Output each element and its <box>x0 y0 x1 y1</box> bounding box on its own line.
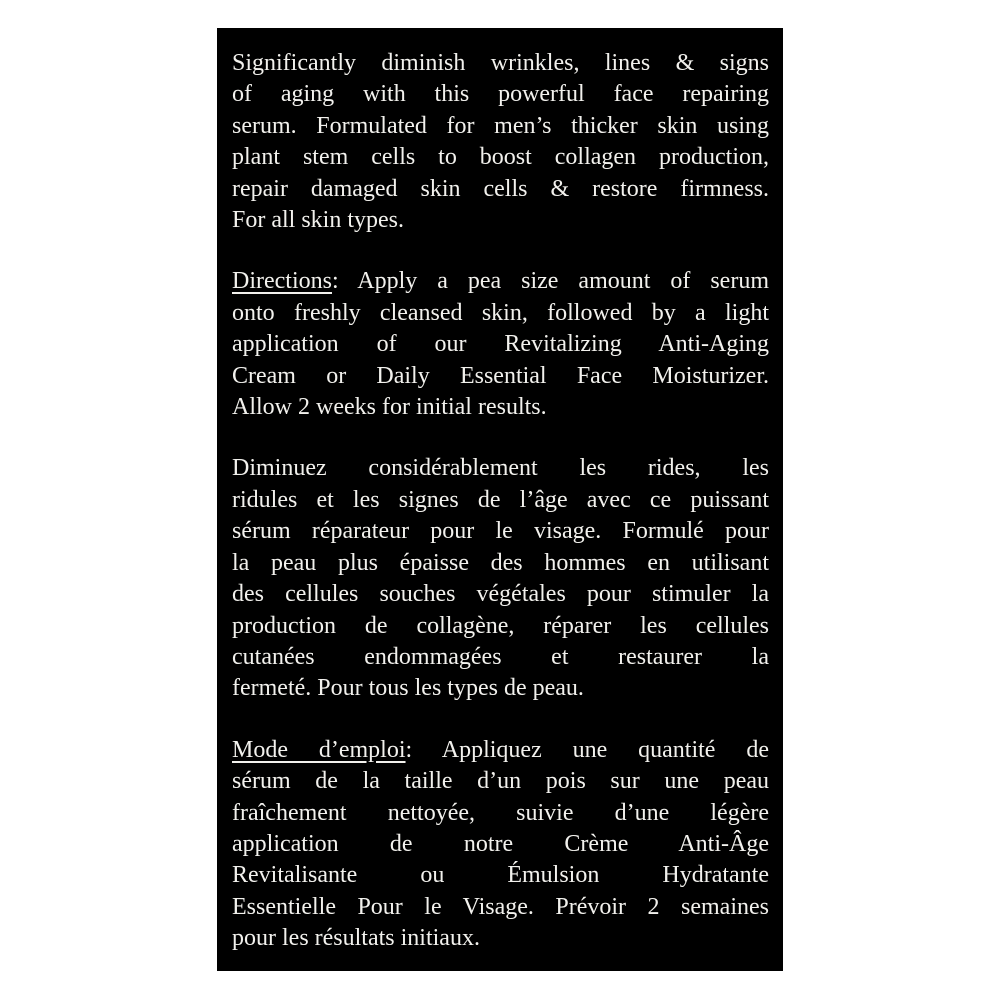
line-text: Apply a pea size amount of serum <box>357 268 769 295</box>
product-label <box>217 28 783 971</box>
label-line: application of our Revitalizing Anti-Aging <box>232 331 769 358</box>
heading-colon: : <box>405 736 413 763</box>
line-text: Appliquez une quantité de <box>441 736 769 763</box>
label-line: Essentielle Pour le Visage. Prévoir 2 semaines <box>232 893 769 920</box>
label-line: sérum réparateur pour le visage. Formulé pour <box>232 518 769 545</box>
label-line: fraîchement nettoyée, suivie d’une légère <box>232 799 769 826</box>
label-line: of aging with this powerful face repairing <box>232 81 769 108</box>
label-line: onto freshly cleansed skin, followed by a light <box>232 299 769 326</box>
paragraph-directions-en <box>232 266 769 423</box>
label-line: application de notre Crème Anti-Âge <box>232 830 769 857</box>
paragraph-description-en <box>232 48 769 236</box>
label-line: cutanées endommagées et restaurer la <box>232 643 769 670</box>
label-line <box>232 266 769 297</box>
label-line: Significantly diminish wrinkles, lines & signs <box>232 50 769 76</box>
heading-colon: : <box>331 268 339 295</box>
label-line: Revitalisante ou Émulsion Hydratante <box>232 862 769 889</box>
label-line: Cream or Daily Essential Face Moisturizer. <box>232 362 769 389</box>
label-line: Diminuez considérablement les rides, les <box>232 455 769 482</box>
label-line: serum. Formulated for men’s thicker skin using <box>232 112 769 139</box>
label-line: la peau plus épaisse des hommes en utilisant <box>232 549 769 576</box>
label-line: Allow 2 weeks for initial results. <box>232 394 547 421</box>
label-line: fermeté. Pour tous les types de peau. <box>232 675 584 702</box>
label-line: repair damaged skin cells & restore firmness. <box>232 175 769 202</box>
label-line <box>232 735 769 766</box>
label-line: For all skin types. <box>232 207 404 234</box>
paragraph-description-fr <box>232 453 769 704</box>
label-line: pour les résultats initiaux. <box>232 925 480 952</box>
label-line: plant stem cells to boost collagen production, <box>232 144 769 171</box>
paragraph-directions-fr <box>232 735 769 955</box>
directions-en-heading: Directions <box>232 268 332 295</box>
label-line: sérum de la taille d’un pois sur une peau <box>232 768 769 795</box>
label-line: production de collagène, réparer les cellules <box>232 612 769 639</box>
directions-fr-heading: Mode d’emploi <box>232 736 406 763</box>
label-line: ridules et les signes de l’âge avec ce puissant <box>232 486 769 513</box>
label-line: des cellules souches végétales pour stimuler la <box>232 581 769 608</box>
